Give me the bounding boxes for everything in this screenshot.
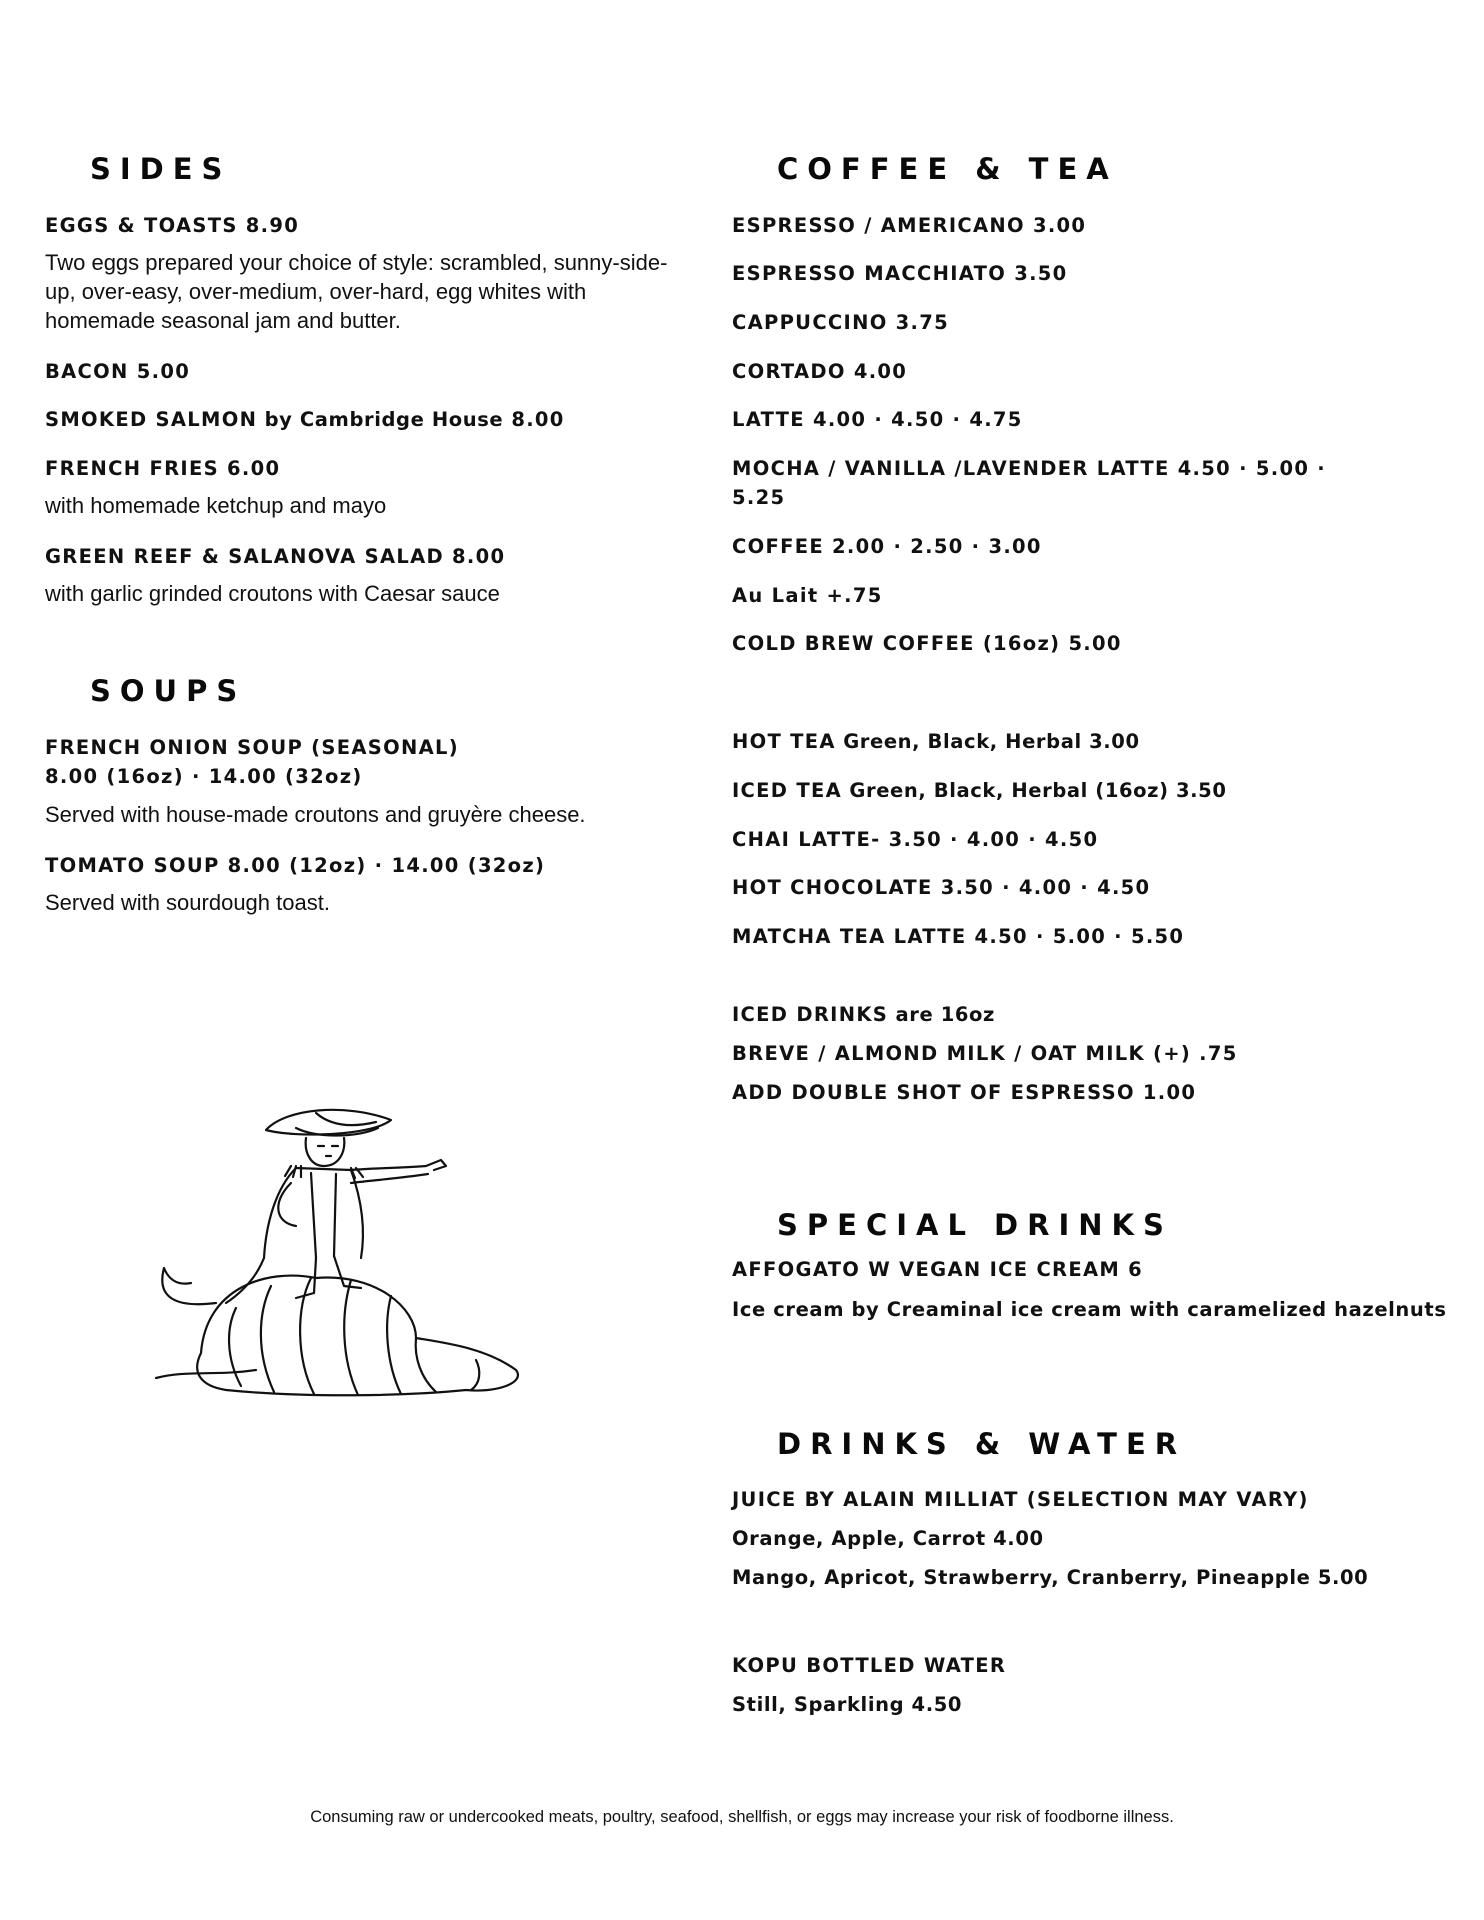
- espresso-macchiato-item: ESPRESSO MACCHIATO 3.50: [732, 262, 1068, 285]
- iced-tea-detail: Green, Black, Herbal (16oz) 3.50: [841, 779, 1227, 802]
- hot-chocolate-item: HOT CHOCOLATE 3.50 · 4.00 · 4.50: [732, 876, 1151, 899]
- cappuccino-item: CAPPUCCINO 3.75: [732, 311, 949, 334]
- french-fries-item: FRENCH FRIES 6.00: [45, 457, 281, 480]
- salad-item: GREEN REEF & SALANOVA SALAD 8.00: [45, 545, 506, 568]
- foodborne-illness-disclaimer: Consuming raw or undercooked meats, poultry, seafood, shellfish, or eggs may increase your risk of foodborne illness.: [310, 1808, 1174, 1826]
- french-onion-soup-description: Served with house-made croutons and gruyère cheese.: [45, 802, 586, 827]
- smoked-salmon-name: SMOKED SALMON: [45, 408, 258, 431]
- french-fries-description: with homemade ketchup and mayo: [45, 493, 387, 518]
- au-lait-item: Au Lait +.75: [732, 584, 883, 607]
- special-drinks-title: SPECIAL DRINKS: [777, 1208, 1173, 1242]
- iced-tea-name: ICED TEA: [732, 779, 842, 802]
- iced-tea-item: [732, 779, 1227, 802]
- salad-description: with garlic grinded croutons with Caesar sauce: [45, 581, 500, 606]
- matcha-tea-latte-item: MATCHA TEA LATTE 4.50 · 5.00 · 5.50: [732, 925, 1185, 948]
- cold-brew-item: COLD BREW COFFEE (16oz) 5.00: [732, 632, 1122, 655]
- espresso-americano-item: ESPRESSO / AMERICANO 3.00: [732, 214, 1087, 237]
- iced-drinks-detail: are 16oz: [888, 1003, 995, 1026]
- mocha-vanilla-lavender-latte-price: 5.25: [732, 486, 786, 509]
- mocha-vanilla-lavender-latte-item: MOCHA / VANILLA /LAVENDER LATTE 4.50 · 5.00 ·: [732, 457, 1326, 480]
- drinks-water-title: DRINKS & WATER: [777, 1427, 1187, 1461]
- cortado-item: CORTADO 4.00: [732, 360, 908, 383]
- hot-tea-detail: Green, Black, Herbal 3.00: [835, 730, 1140, 753]
- napoleon-croissant-illustration: [146, 1108, 538, 1398]
- juice-flavors-line-1: [732, 1527, 1044, 1550]
- sides-title: SIDES: [90, 152, 232, 186]
- tomato-soup-item: TOMATO SOUP 8.00 (12oz) · 14.00 (32oz): [45, 854, 546, 877]
- double-shot-item: ADD DOUBLE SHOT OF ESPRESSO 1.00: [732, 1081, 1197, 1104]
- french-onion-soup-item: FRENCH ONION SOUP (SEASONAL): [45, 736, 459, 759]
- juice-flavors-line-2: [732, 1566, 1368, 1589]
- iced-drinks-note: [732, 1003, 995, 1026]
- juice-flavors-2-text: Mango, Apricot, Strawberry, Cranberry, Pineapple 5.00: [732, 1566, 1369, 1589]
- latte-item: LATTE 4.00 · 4.50 · 4.75: [732, 408, 1023, 431]
- coffee-tea-title: COFFEE & TEA: [777, 152, 1118, 186]
- french-onion-soup-price: 8.00 (16oz) · 14.00 (32oz): [45, 765, 363, 788]
- milk-options-item: BREVE / ALMOND MILK / OAT MILK (+) .75: [732, 1042, 1238, 1065]
- eggs-toasts-description: Two eggs prepared your choice of style: scrambled, sunny-side-up, over-easy, over-medium, over-hard, egg whites with homemade seasonal jam and butter.: [45, 250, 668, 333]
- juice-flavors-1-text: Orange, Apple, Carrot 4.00: [732, 1527, 1044, 1550]
- coffee-item: COFFEE 2.00 · 2.50 · 3.00: [732, 535, 1042, 558]
- bottled-water-item: KOPU BOTTLED WATER: [732, 1654, 1007, 1677]
- affogato-description: [732, 1298, 1447, 1321]
- smoked-salmon-item: [45, 408, 565, 431]
- eggs-toasts-item: EGGS & TOASTS 8.90: [45, 214, 300, 237]
- hot-tea-item: [732, 730, 1140, 753]
- smoked-salmon-source: by Cambridge House: [257, 408, 504, 431]
- hot-tea-name: HOT TEA: [732, 730, 836, 753]
- bottled-water-options-text: Still, Sparkling 4.50: [732, 1693, 963, 1716]
- soups-title: SOUPS: [90, 674, 247, 708]
- affogato-description-text: Ice cream by Creaminal ice cream with caramelized hazelnuts: [732, 1298, 1447, 1321]
- chai-latte-item: CHAI LATTE- 3.50 · 4.00 · 4.50: [732, 828, 1099, 851]
- bottled-water-options: [732, 1693, 962, 1716]
- tomato-soup-description: Served with sourdough toast.: [45, 890, 330, 915]
- affogato-item: AFFOGATO W VEGAN ICE CREAM 6: [732, 1258, 1144, 1281]
- iced-drinks-name: ICED DRINKS: [732, 1003, 889, 1026]
- smoked-salmon-price: 8.00: [503, 408, 565, 431]
- bacon-item: BACON 5.00: [45, 360, 191, 383]
- juice-item: JUICE BY ALAIN MILLIAT (SELECTION MAY VARY): [732, 1488, 1309, 1511]
